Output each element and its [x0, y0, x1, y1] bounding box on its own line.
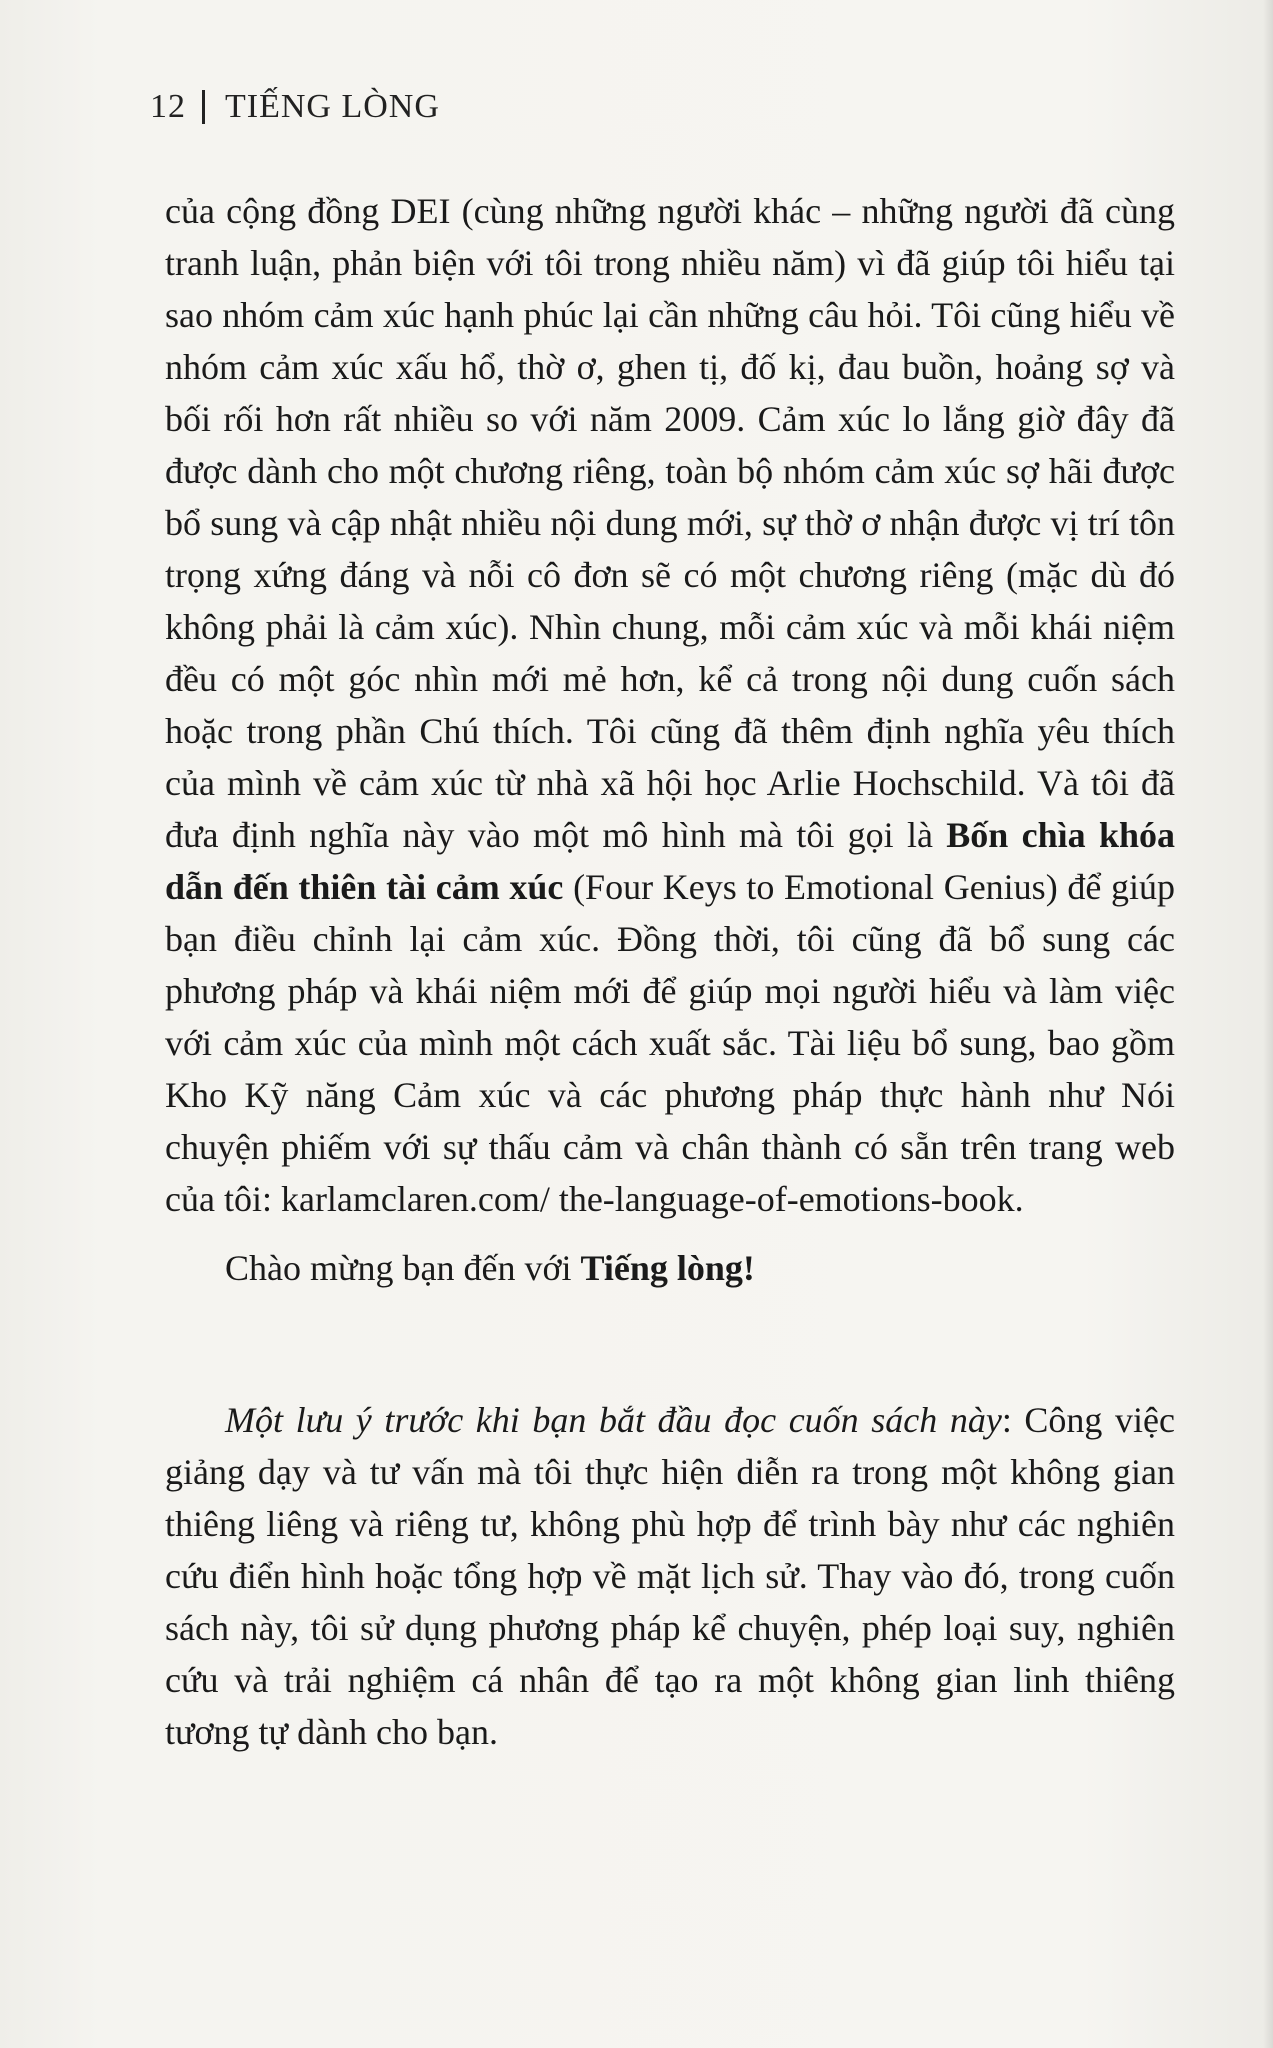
body-text — [165, 185, 1175, 1758]
paragraph-3-text: : Công việc giảng dạy và tư vấn mà tôi thực hiện diễn ra trong một không gian thiêng liêng và riêng tư, không phù hợp để trình bày như các nghiên cứu điển hình hoặc tổng hợp về mặt lịch sử. Thay vào đó, trong cuốn sách này, tôi sử dụng phương pháp kể chuyện, phép loại suy, nghiên cứu và trải nghiệm cá nhân để tạo ra một không gian linh thiêng tương tự dành cho bạn. — [165, 1400, 1175, 1752]
paragraph-1-text-a: của cộng đồng DEI (cùng những người khác – những người đã cùng tranh luận, phản biện với tôi trong nhiều năm) vì đã giúp tôi hiểu tại sao nhóm cảm xúc hạnh phúc lại cần những câu hỏi. Tôi cũng hiểu về nhóm cảm xúc xấu hổ, thờ ơ, ghen tị, đố kị, đau buồn, hoảng sợ và bối rối hơn rất nhiều so với năm 2009. Cảm xúc lo lắng giờ đây đã được dành cho một chương riêng, toàn bộ nhóm cảm xúc sợ hãi được bổ sung và cập nhật nhiều nội dung mới, sự thờ ơ nhận được vị trí tôn trọng xứng đáng và nỗi cô đơn sẽ có một chương riêng (mặc dù đó không phải là cảm xúc). Nhìn chung, mỗi cảm xúc và mỗi khái niệm đều có một góc nhìn mới mẻ hơn, kể cả trong nội dung cuốn sách hoặc trong phần Chú thích. Tôi cũng đã thêm định nghĩa yêu thích của mình về cảm xúc từ nhà xã hội học Arlie Hochschild. Và tôi đã đưa định nghĩa này vào một mô hình mà tôi gọi là — [165, 191, 1175, 855]
book-title: TIẾNG LÒNG — [225, 88, 440, 125]
running-header — [150, 88, 440, 126]
paragraph-1-text-b: (Four Keys to Emotional Genius) để giúp bạn điều chỉnh lại cảm xúc. Đồng thời, tôi cũng đã bổ sung các phương pháp và khái niệm mới để giúp mọi người hiểu và làm việc với cảm xúc của mình một cách xuất sắc. Tài liệu bổ sung, bao gồm Kho Kỹ năng Cảm xúc và các phương pháp thực hành như Nói chuyện phiếm với sự thấu cảm và chân thành có sẵn trên trang web của tôi: karlamclaren.com/ the-language-of-emotions-book. — [165, 867, 1175, 1219]
paragraph-3-italic-lead: Một lưu ý trước khi bạn bắt đầu đọc cuốn sách này — [225, 1400, 1002, 1440]
paragraph-2-suffix: ! — [742, 1248, 755, 1288]
header-separator — [202, 90, 205, 124]
paragraph-1-bold-term: Bốn chìa khóa dẫn đến thiên tài cảm xúc — [165, 815, 1176, 907]
paragraph-2-prefix: Chào mừng bạn đến với — [225, 1248, 572, 1288]
page-number: 12 — [150, 88, 186, 125]
paragraph-1 — [165, 185, 1175, 1225]
paragraph-2 — [165, 1242, 1175, 1294]
paragraph-2-book-title: Tiếng lòng — [580, 1248, 743, 1288]
page-edge-shadow — [1263, 0, 1273, 2048]
paragraph-3 — [165, 1394, 1175, 1758]
